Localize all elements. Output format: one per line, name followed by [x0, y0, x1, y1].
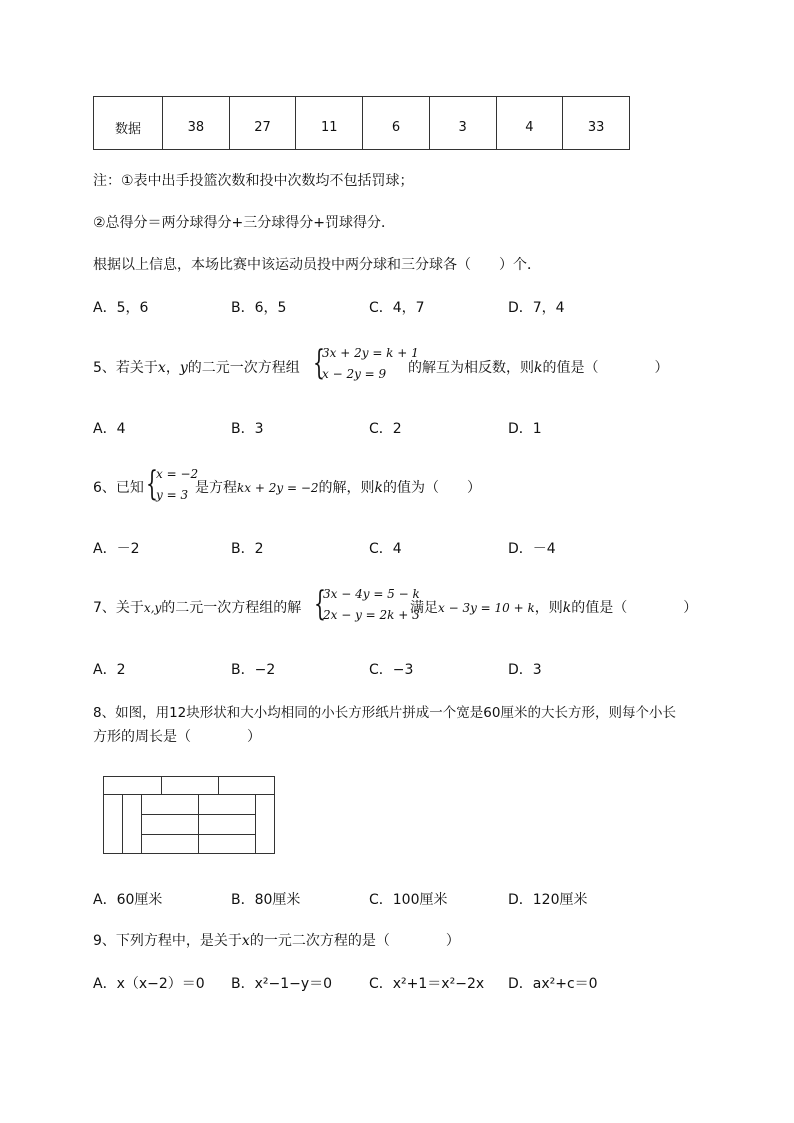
q5-var-k: k [534, 360, 543, 376]
option-d: D．－4 [508, 541, 556, 557]
q5-eq1: 3x + 2y = k + 1 [322, 346, 419, 360]
data-table [93, 96, 630, 150]
q5-eq2: x − 2y = 9 [322, 367, 387, 381]
q7-var-k: k [562, 600, 572, 616]
q6-line [195, 477, 481, 497]
small-rectangle [103, 776, 162, 795]
note-1: 注：①表中出手投篮次数和投中次数均不包括罚球； [93, 173, 414, 189]
option-d: D．3 [508, 662, 542, 678]
q5-suffix2: 的值是（ ） [542, 360, 669, 376]
table-cell: 3 [429, 97, 496, 150]
option-c: C．2 [369, 421, 402, 437]
option-a: A．4 [93, 421, 126, 437]
option-c: C．4，7 [369, 300, 425, 316]
option-d: D．7，4 [508, 300, 565, 316]
option-a: A．x（x−2）＝0 [93, 976, 205, 992]
q5-prefix: 5、若关于 [93, 360, 158, 376]
small-rectangle [198, 794, 256, 815]
q7-equation: x − 3y = 10 + k [438, 601, 535, 615]
option-a: A．60厘米 [93, 892, 163, 908]
q6-mid: 是方程 [195, 480, 237, 496]
small-rectangle [141, 814, 199, 835]
q5-var-x: x [157, 360, 166, 376]
option-a: A．5，6 [93, 300, 149, 316]
left-brace: { [314, 584, 326, 624]
small-rectangle [141, 834, 199, 854]
small-rectangle [103, 794, 123, 854]
q7-eq1: 3x − 4y = 5 − k [323, 587, 420, 601]
q7-suffix2: 的值是（ ） [571, 600, 698, 616]
q7-eq2: 2x − y = 2k + 3 [323, 608, 420, 622]
q7-vars: x,y [143, 601, 162, 615]
q7-line-2 [410, 597, 697, 617]
table-cell: 6 [363, 97, 430, 150]
table-cell: 27 [229, 97, 296, 150]
option-a: A．2 [93, 662, 126, 678]
left-brace: { [146, 464, 158, 504]
small-rectangle [218, 776, 275, 795]
option-c: C．−3 [369, 662, 414, 678]
q5-comma: ， [165, 360, 180, 376]
small-rectangle [198, 814, 256, 835]
small-rectangle [255, 794, 275, 854]
q7-suffix1: ，则 [534, 600, 563, 616]
q5-mid: 的二元一次方程组 [187, 360, 300, 376]
table-row [94, 97, 630, 150]
note-2: ②总得分＝两分球得分+三分球得分+罚球得分． [93, 215, 396, 231]
option-d: D．ax²+c＝0 [508, 976, 598, 992]
option-d: D．1 [508, 421, 542, 437]
small-rectangle [161, 776, 219, 795]
q8-line-1: 8、如图，用12块形状和大小均相同的小长方形纸片拼成一个宽是60厘米的大长方形，则每个小长 [93, 705, 676, 721]
q9-prefix: 9、下列方程中，是关于 [93, 933, 242, 949]
q9-line [93, 930, 460, 950]
q9-var-x: x [241, 933, 250, 949]
q7-mid: 的二元一次方程组的解 [161, 600, 302, 616]
table-cell: 33 [563, 97, 630, 150]
q5-var-y: y [179, 360, 188, 376]
q6-eq1: x = −2 [156, 467, 199, 481]
rectangle-figure [103, 776, 275, 854]
table-cell: 11 [296, 97, 363, 150]
q6-suffix1: 的解，则 [318, 480, 375, 496]
option-c: C．100厘米 [369, 892, 448, 908]
small-rectangle [141, 794, 199, 815]
q5-suffix1: 的解互为相反数，则 [408, 360, 534, 376]
option-b: B．x²−1−y＝0 [231, 976, 333, 992]
q6-eq2: y = 3 [156, 488, 189, 502]
option-b: B．−2 [231, 662, 276, 678]
q7-prefix: 7、关于 [93, 600, 144, 616]
q8-line-2: 方形的周长是（ ） [93, 729, 261, 745]
q7-mid2: 满足 [410, 600, 438, 616]
q9-suffix: 的一元二次方程的是（ ） [249, 933, 460, 949]
option-b: B．80厘米 [231, 892, 301, 908]
q7-line [93, 597, 301, 617]
row-label: 数据 [94, 97, 163, 150]
option-a: A．－2 [93, 541, 140, 557]
q6-prefix: 6、已知 [93, 480, 144, 496]
option-c: C．x²+1＝x²−2x [369, 976, 485, 992]
q5-line [93, 357, 300, 377]
option-b: B．3 [231, 421, 264, 437]
q4-question: 根据以上信息，本场比赛中该运动员投中两分球和三分球各（ ）个． [93, 257, 541, 273]
table-cell: 38 [163, 97, 230, 150]
option-b: B．2 [231, 541, 264, 557]
q6-suffix2: 的值为（ ） [383, 480, 481, 496]
left-brace: { [313, 343, 325, 383]
q6-equation: kx + 2y = −2 [237, 481, 319, 495]
q6-var-k: k [374, 480, 383, 496]
small-rectangle [122, 794, 142, 854]
q5-suffix [408, 357, 668, 377]
table-cell: 4 [496, 97, 563, 150]
option-c: C．4 [369, 541, 402, 557]
option-b: B．6，5 [231, 300, 287, 316]
option-d: D．120厘米 [508, 892, 588, 908]
small-rectangle [198, 834, 256, 854]
